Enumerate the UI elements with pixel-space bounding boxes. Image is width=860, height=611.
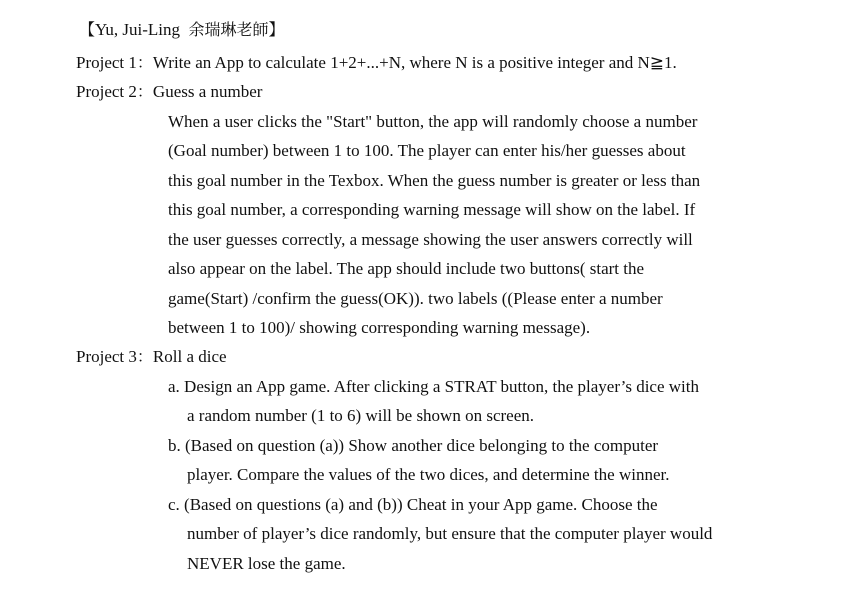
project-3-title: Roll a dice	[152, 347, 227, 366]
project-3-item-b: b. (Based on question (a)) Show another dice belonging to the computer	[168, 436, 659, 455]
project-3-item-a-cont: a random number (1 to 6) will be shown on screen.	[187, 406, 534, 425]
bracket-close: 】	[268, 20, 285, 39]
project-2-line: When a user clicks the "Start" button, the app will randomly choose a number	[168, 112, 698, 131]
teacher-name-zh: 余瑞琳老師	[188, 20, 269, 39]
project-3-item-c-cont: number of player’s dice randomly, but ensure that the computer player would	[187, 524, 713, 543]
project-2-line: also appear on the label. The app should include two buttons( start the	[168, 259, 645, 278]
project-1-label: Project 1	[76, 53, 137, 72]
teacher-name-en: Yu, Jui-Ling	[95, 20, 181, 39]
project-3-label: Project 3	[76, 347, 137, 366]
project-1	[76, 52, 677, 74]
project-2-title: Guess a number	[152, 82, 263, 101]
project-3-colon: ：	[136, 347, 153, 366]
project-2-heading	[76, 81, 262, 103]
project-2-line: between 1 to 100)/ showing corresponding warning message).	[168, 318, 591, 337]
project-1-colon: ：	[136, 53, 153, 72]
project-3-heading	[76, 346, 227, 368]
project-2-line: the user guesses correctly, a message showing the user answers correctly will	[168, 230, 693, 249]
project-3-item-c: c. (Based on questions (a) and (b)) Cheat in your App game. Choose the	[168, 495, 658, 514]
project-2-label: Project 2	[76, 82, 137, 101]
project-2-line: this goal number, a corresponding warning message will show on the label. If	[168, 200, 696, 219]
project-1-text: Write an App to calculate 1+2+...+N, where N is a positive integer and N≧1.	[152, 53, 677, 72]
teacher-header	[79, 19, 285, 41]
project-2-line: game(Start) /confirm the guess(OK)). two labels ((Please enter a number	[168, 289, 663, 308]
project-2-colon: ：	[136, 82, 153, 101]
project-3-item-a: a. Design an App game. After clicking a STRAT button, the player’s dice with	[168, 377, 699, 396]
project-2-line: this goal number in the Texbox. When the guess number is greater or less than	[168, 171, 701, 190]
project-3-item-c-cont: NEVER lose the game.	[187, 554, 346, 573]
project-2-line: (Goal number) between 1 to 100. The player can enter his/her guesses about	[168, 141, 686, 160]
bracket-open: 【	[79, 20, 96, 39]
project-3-item-b-cont: player. Compare the values of the two dices, and determine the winner.	[187, 465, 670, 484]
